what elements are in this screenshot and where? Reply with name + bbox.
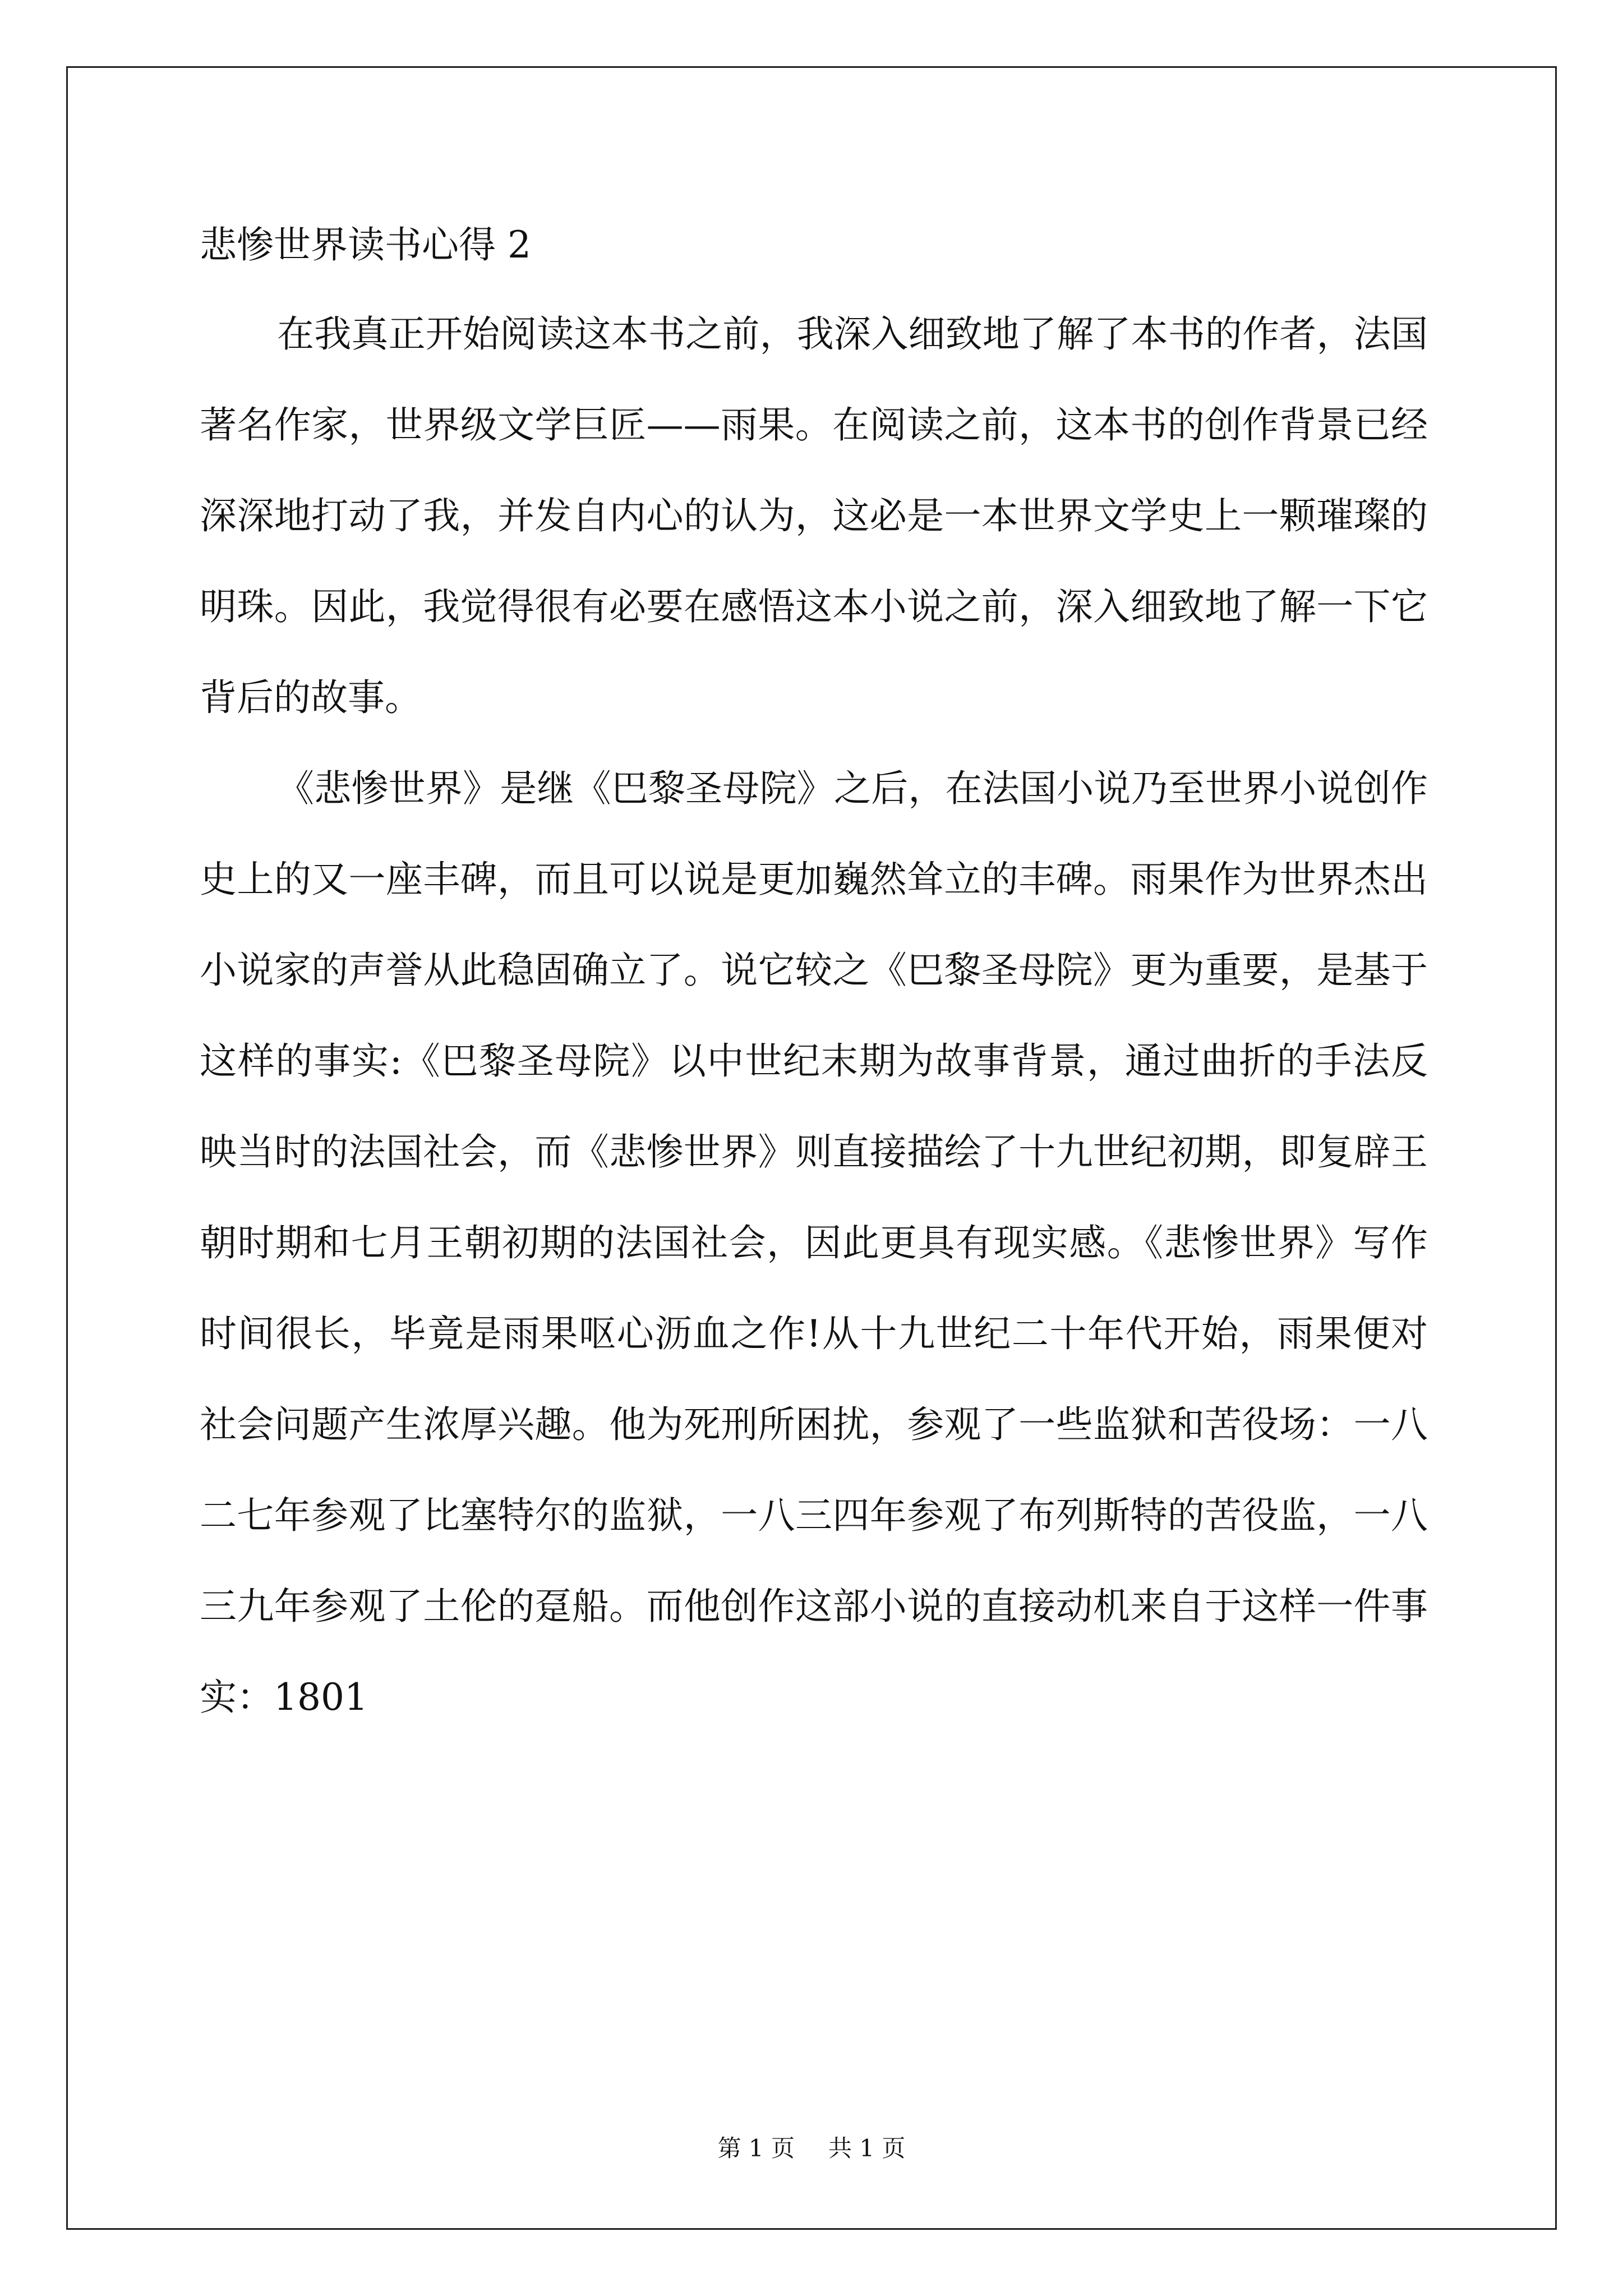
- document-body: [200, 289, 1428, 1743]
- page-number: 第 1 页: [717, 2134, 795, 2162]
- page-total: 共 1 页: [828, 2134, 906, 2162]
- paragraph-2: 《悲惨世界》是继《巴黎圣母院》之后，在法国小说乃至世界小说创作史上的又一座丰碑，而且可以说是更加巍然耸立的丰碑。雨果作为世界杰出小说家的声誉从此稳固确立了。说它较之《巴黎圣母院》更为重要，是基于这样的事实:《巴黎圣母院》以中世纪末期为故事背景，通过曲折的手法反映当时的法国社会，而《悲惨世界》则直接描绘了十九世纪初期，即复辟王朝时期和七月王朝初期的法国社会，因此更具有现实感。《悲惨世界》写作时间很长，毕竟是雨果呕心沥血之作!从十九世纪二十年代开始，雨果便对社会问题产生浓厚兴趣。他为死刑所困扰，参观了一些监狱和苦役场：一八二七年参观了比塞特尔的监狱，一八三四年参观了布列斯特的苦役监，一八三九年参观了土伦的趸船。而他创作这部小说的直接动机来自于这样一件事实：1801: [200, 767, 1428, 1719]
- page-footer: [0, 2132, 1623, 2165]
- paragraph-1: 在我真正开始阅读这本书之前，我深入细致地了解了本书的作者，法国著名作家，世界级文学巨匠——雨果。在阅读之前，这本书的创作背景已经深深地打动了我，并发自内心的认为，这必是一本世界文学史上一颗璀璨的明珠。因此，我觉得很有必要在感悟这本小说之前，深入细致地了解一下它背后的故事。: [200, 312, 1428, 719]
- document-title: 悲惨世界读书心得 2: [200, 223, 531, 266]
